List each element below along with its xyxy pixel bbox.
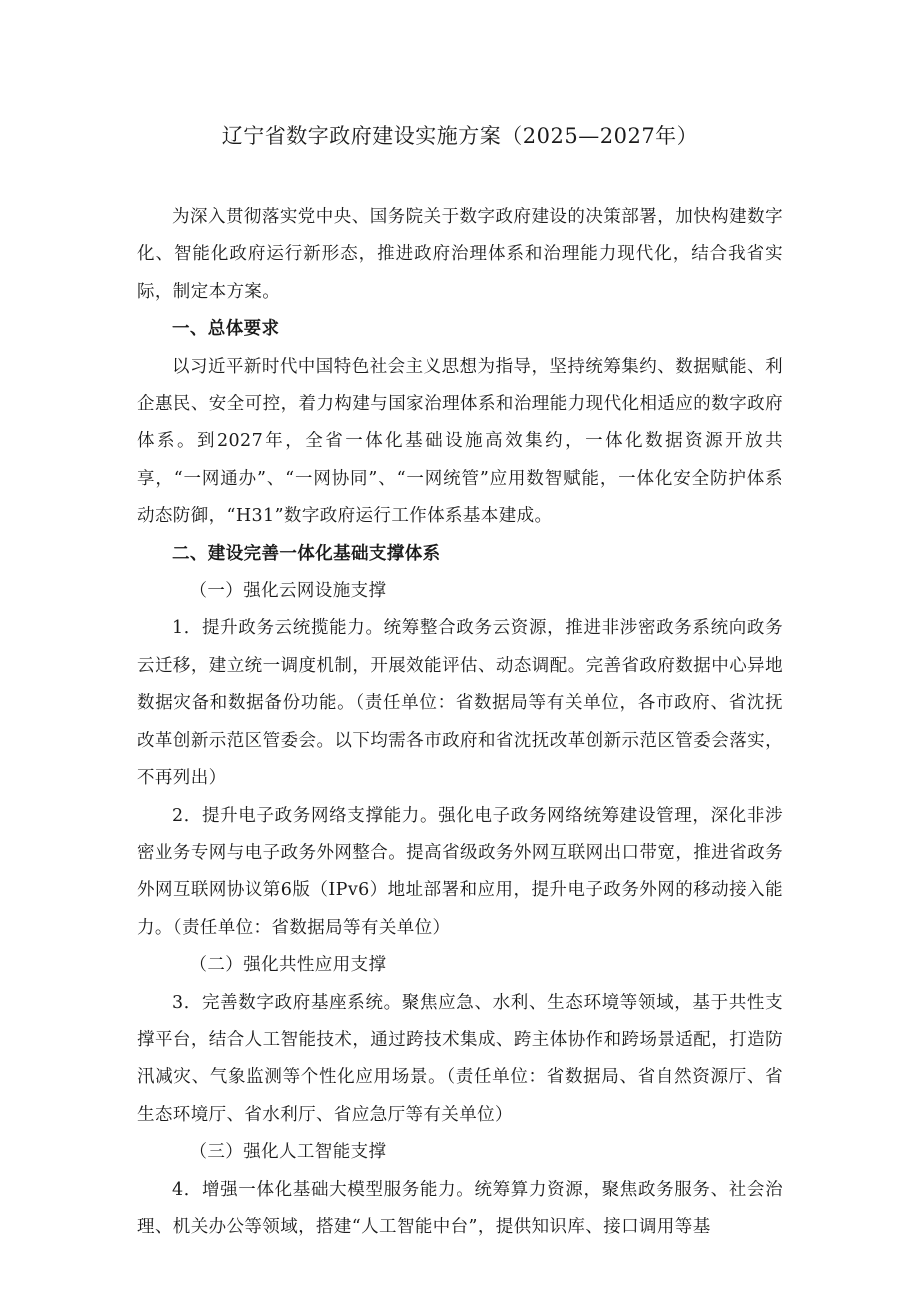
item-paragraph-1: 1．提升政务云统揽能力。统筹整合政务云资源，推进非涉密政务系统向政务云迁移，建立统一调度机制，开展效能评估、动态调配。完善省政府数据中心异地数据灾备和数据备份功能。（责任单位：省数据局等有关单位，各市政府、省沈抚改革创新示范区管委会。以下均需各市政府和省沈抚改革创新示范区管委会落实，不再列出） xyxy=(137,618,783,789)
general-requirements-paragraph: 以习近平新时代中国特色社会主义思想为指导，坚持统筹集约、数据赋能、利企惠民、安全可控，着力构建与国家治理体系和治理能力现代化相适应的数字政府体系。到2027年，全省一体化基础设施高效集约，一体化数据资源开放共享，“一网通办”、“一网协同”、“一网统管”应用数智赋能，一体化安全防护体系动态防御，“H31”数字政府运行工作体系基本建成。 xyxy=(137,356,783,527)
subsection-heading-ai: （三）强化人工智能支撑 xyxy=(189,1142,387,1163)
section-heading-infrastructure: 二、建设完善一体化基础支撑体系 xyxy=(172,543,441,564)
document-title: 辽宁省数字政府建设实施方案（2025—2027年） xyxy=(221,124,699,148)
item-paragraph-4: 4．增强一体化基础大模型服务能力。统筹算力资源，聚焦政务服务、社会治理、机关办公等领域，搭建“人工智能中台”，提供知识库、接口调用等基 xyxy=(137,1179,783,1237)
section-heading-general-requirements: 一、总体要求 xyxy=(172,319,280,340)
item-paragraph-2: 2．提升电子政务网络支撑能力。强化电子政务网络统筹建设管理，深化非涉密业务专网与电子政务外网整合。提高省级政务外网互联网出口带宽，推进省政务外网互联网协议第6版（IPv6）地址部署和应用，提升电子政务外网的移动接入能力。（责任单位：省数据局等有关单位） xyxy=(137,805,783,938)
subsection-heading-cloud-network: （一）强化云网设施支撑 xyxy=(189,581,387,602)
subsection-heading-common-apps: （二）强化共性应用支撑 xyxy=(189,955,387,976)
item-paragraph-3: 3．完善数字政府基座系统。聚焦应急、水利、生态环境等领域，基于共性支撑平台，结合人工智能技术，通过跨技术集成、跨主体协作和跨场景适配，打造防汛减灾、气象监测等个性化应用场景。（责任单位：省数据局、省自然资源厅、省生态环境厅、省水利厅、省应急厅等有关单位） xyxy=(137,992,783,1125)
intro-paragraph: 为深入贯彻落实党中央、国务院关于数字政府建设的决策部署，加快构建数字化、智能化政府运行新形态，推进政府治理体系和治理能力现代化，结合我省实际，制定本方案。 xyxy=(137,207,783,302)
document-body xyxy=(137,199,783,1246)
